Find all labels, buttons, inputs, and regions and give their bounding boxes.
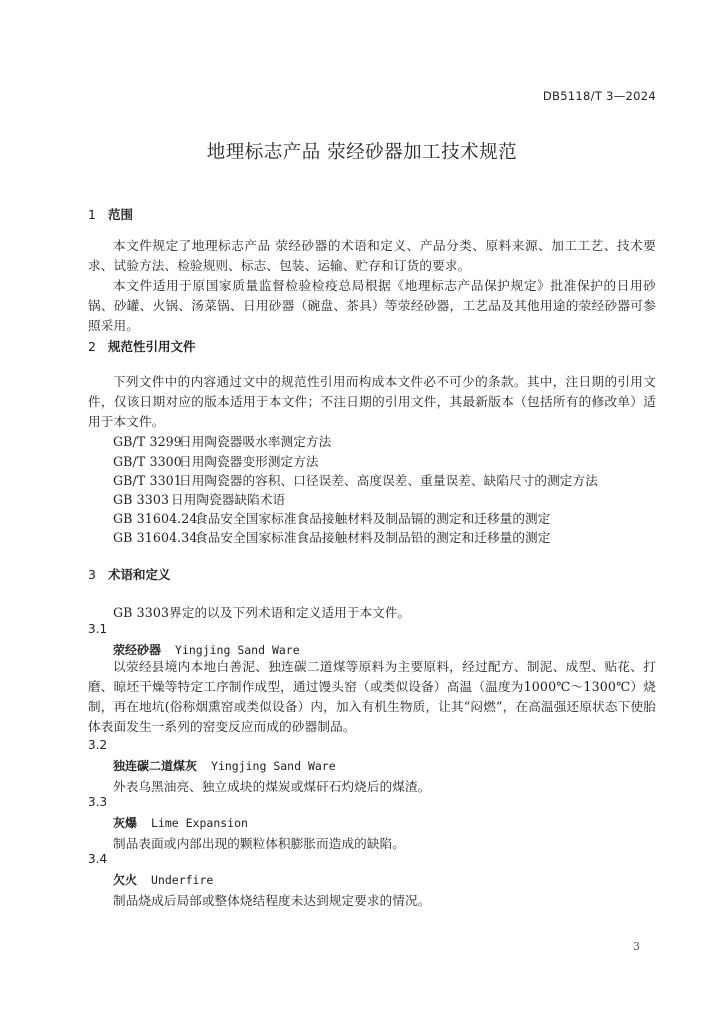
term-number: 3.3 — [88, 795, 108, 809]
term-english: Lime Expansion — [151, 816, 248, 830]
term-chinese: 独连碳二道煤灰 — [113, 759, 198, 773]
terms-intro: GB 3303界定的以及下列术语和定义适用于本文件。 — [113, 605, 411, 620]
term-chinese: 荥经砂器 — [113, 643, 162, 657]
section-number: 1 — [88, 207, 96, 222]
reference-code: GB/T 3299 — [113, 434, 182, 449]
term-definition: 制品表面或内部出现的颗粒体积膨胀而造成的缺陷。 — [113, 836, 405, 851]
scope-paragraph-2: 本文件适用于原国家质量监督检验检疫总局根据《地理标志产品保护规定》批准保护的日用砂锅、砂罐、火锅、汤菜锅、日用砂器（碗盘、茶具）等荥经砂器，工艺品及其他用途的荥经砂器可参照采用。 — [88, 278, 656, 333]
page-number: 3 — [633, 940, 640, 953]
document-title: 地理标志产品 荥经砂器加工技术规范 — [206, 142, 518, 163]
reference-code: GB 31604.34 — [113, 530, 198, 545]
reference-code: GB 3303 — [113, 492, 170, 507]
reference-item — [113, 508, 550, 527]
reference-item — [113, 451, 319, 470]
term-heading — [113, 871, 213, 888]
term-definition: 外表乌黑油亮、独立成块的煤炭或煤矸石灼烧后的煤渣。 — [113, 779, 431, 794]
section-1-heading — [88, 205, 133, 223]
reference-name: 日用陶瓷器吸水率测定方法 — [179, 434, 332, 449]
reference-name: 食品安全国家标准食品接触材料及制品铅的测定和迁移量的测定 — [195, 530, 551, 545]
term-number: 3.4 — [88, 852, 108, 866]
reference-item — [113, 431, 331, 450]
term-heading — [113, 641, 300, 658]
reference-name: 食品安全国家标准食品接触材料及制品镉的测定和迁移量的测定 — [195, 511, 551, 526]
reference-name: 日用陶瓷器缺陷术语 — [171, 492, 286, 507]
section-number: 3 — [88, 567, 96, 582]
term-number: 3.1 — [88, 622, 108, 636]
section-title: 规范性引用文件 — [108, 339, 196, 354]
reference-item — [113, 489, 285, 508]
section-2-heading — [88, 337, 196, 355]
references-intro: 下列文件中的内容通过文中的规范性引用而构成本文件必不可少的条款。其中，注日期的引用文件，仅该日期对应的版本适用于本文件；不注日期的引用文件，其最新版本（包括所有的修改单）适用于本文件。 — [88, 374, 656, 429]
term-chinese: 灰爆 — [113, 816, 138, 830]
reference-name: 日用陶瓷器的容积、口径误差、高度误差、重量误差、缺陷尺寸的测定方法 — [179, 473, 598, 488]
term-heading — [113, 814, 248, 831]
section-title: 术语和定义 — [108, 567, 171, 582]
reference-code: GB/T 3301 — [113, 473, 182, 488]
term-english: Underfire — [151, 873, 214, 887]
term-heading — [113, 757, 336, 774]
standard-code: DB5118/T 3—2024 — [542, 89, 656, 103]
section-3-heading — [88, 565, 171, 583]
section-number: 2 — [88, 339, 96, 354]
term-english: Yingjing Sand Ware — [211, 759, 336, 773]
term-definition: 制品烧成后局部或整体烧结程度未达到规定要求的情况。 — [113, 893, 431, 908]
reference-code: GB/T 3300 — [113, 454, 182, 469]
term-number: 3.2 — [88, 738, 108, 752]
reference-code: GB 31604.24 — [113, 511, 198, 526]
scope-paragraph-1: 本文件规定了地理标志产品 荥经砂器的术语和定义、产品分类、原料来源、加工工艺、技术要求、试验方法、检验规则、标志、包装、运输、贮存和订货的要求。 — [88, 238, 656, 273]
section-title: 范围 — [108, 207, 134, 222]
reference-item — [113, 470, 598, 489]
term-definition: 以荥经县境内本地白善泥、独连碳二道煤等原料为主要原料，经过配方、制泥、成型、贴花、打磨、晾坯干燥等特定工序制作成型，通过馒头窑（或类似设备）高温（温度为1000℃～1300℃）烧制，再在地坑(俗称烟熏窑或类似设备）内，加入有机生物质，让其“闷燃”，在高温强还原状态下使胎体表面发生一系列的窑变反应而成的砂器制品。 — [88, 659, 656, 734]
term-english: Yingjing Sand Ware — [175, 643, 300, 657]
reference-item — [113, 527, 550, 546]
reference-name: 日用陶瓷器变形测定方法 — [179, 454, 319, 469]
term-chinese: 欠火 — [113, 873, 138, 887]
